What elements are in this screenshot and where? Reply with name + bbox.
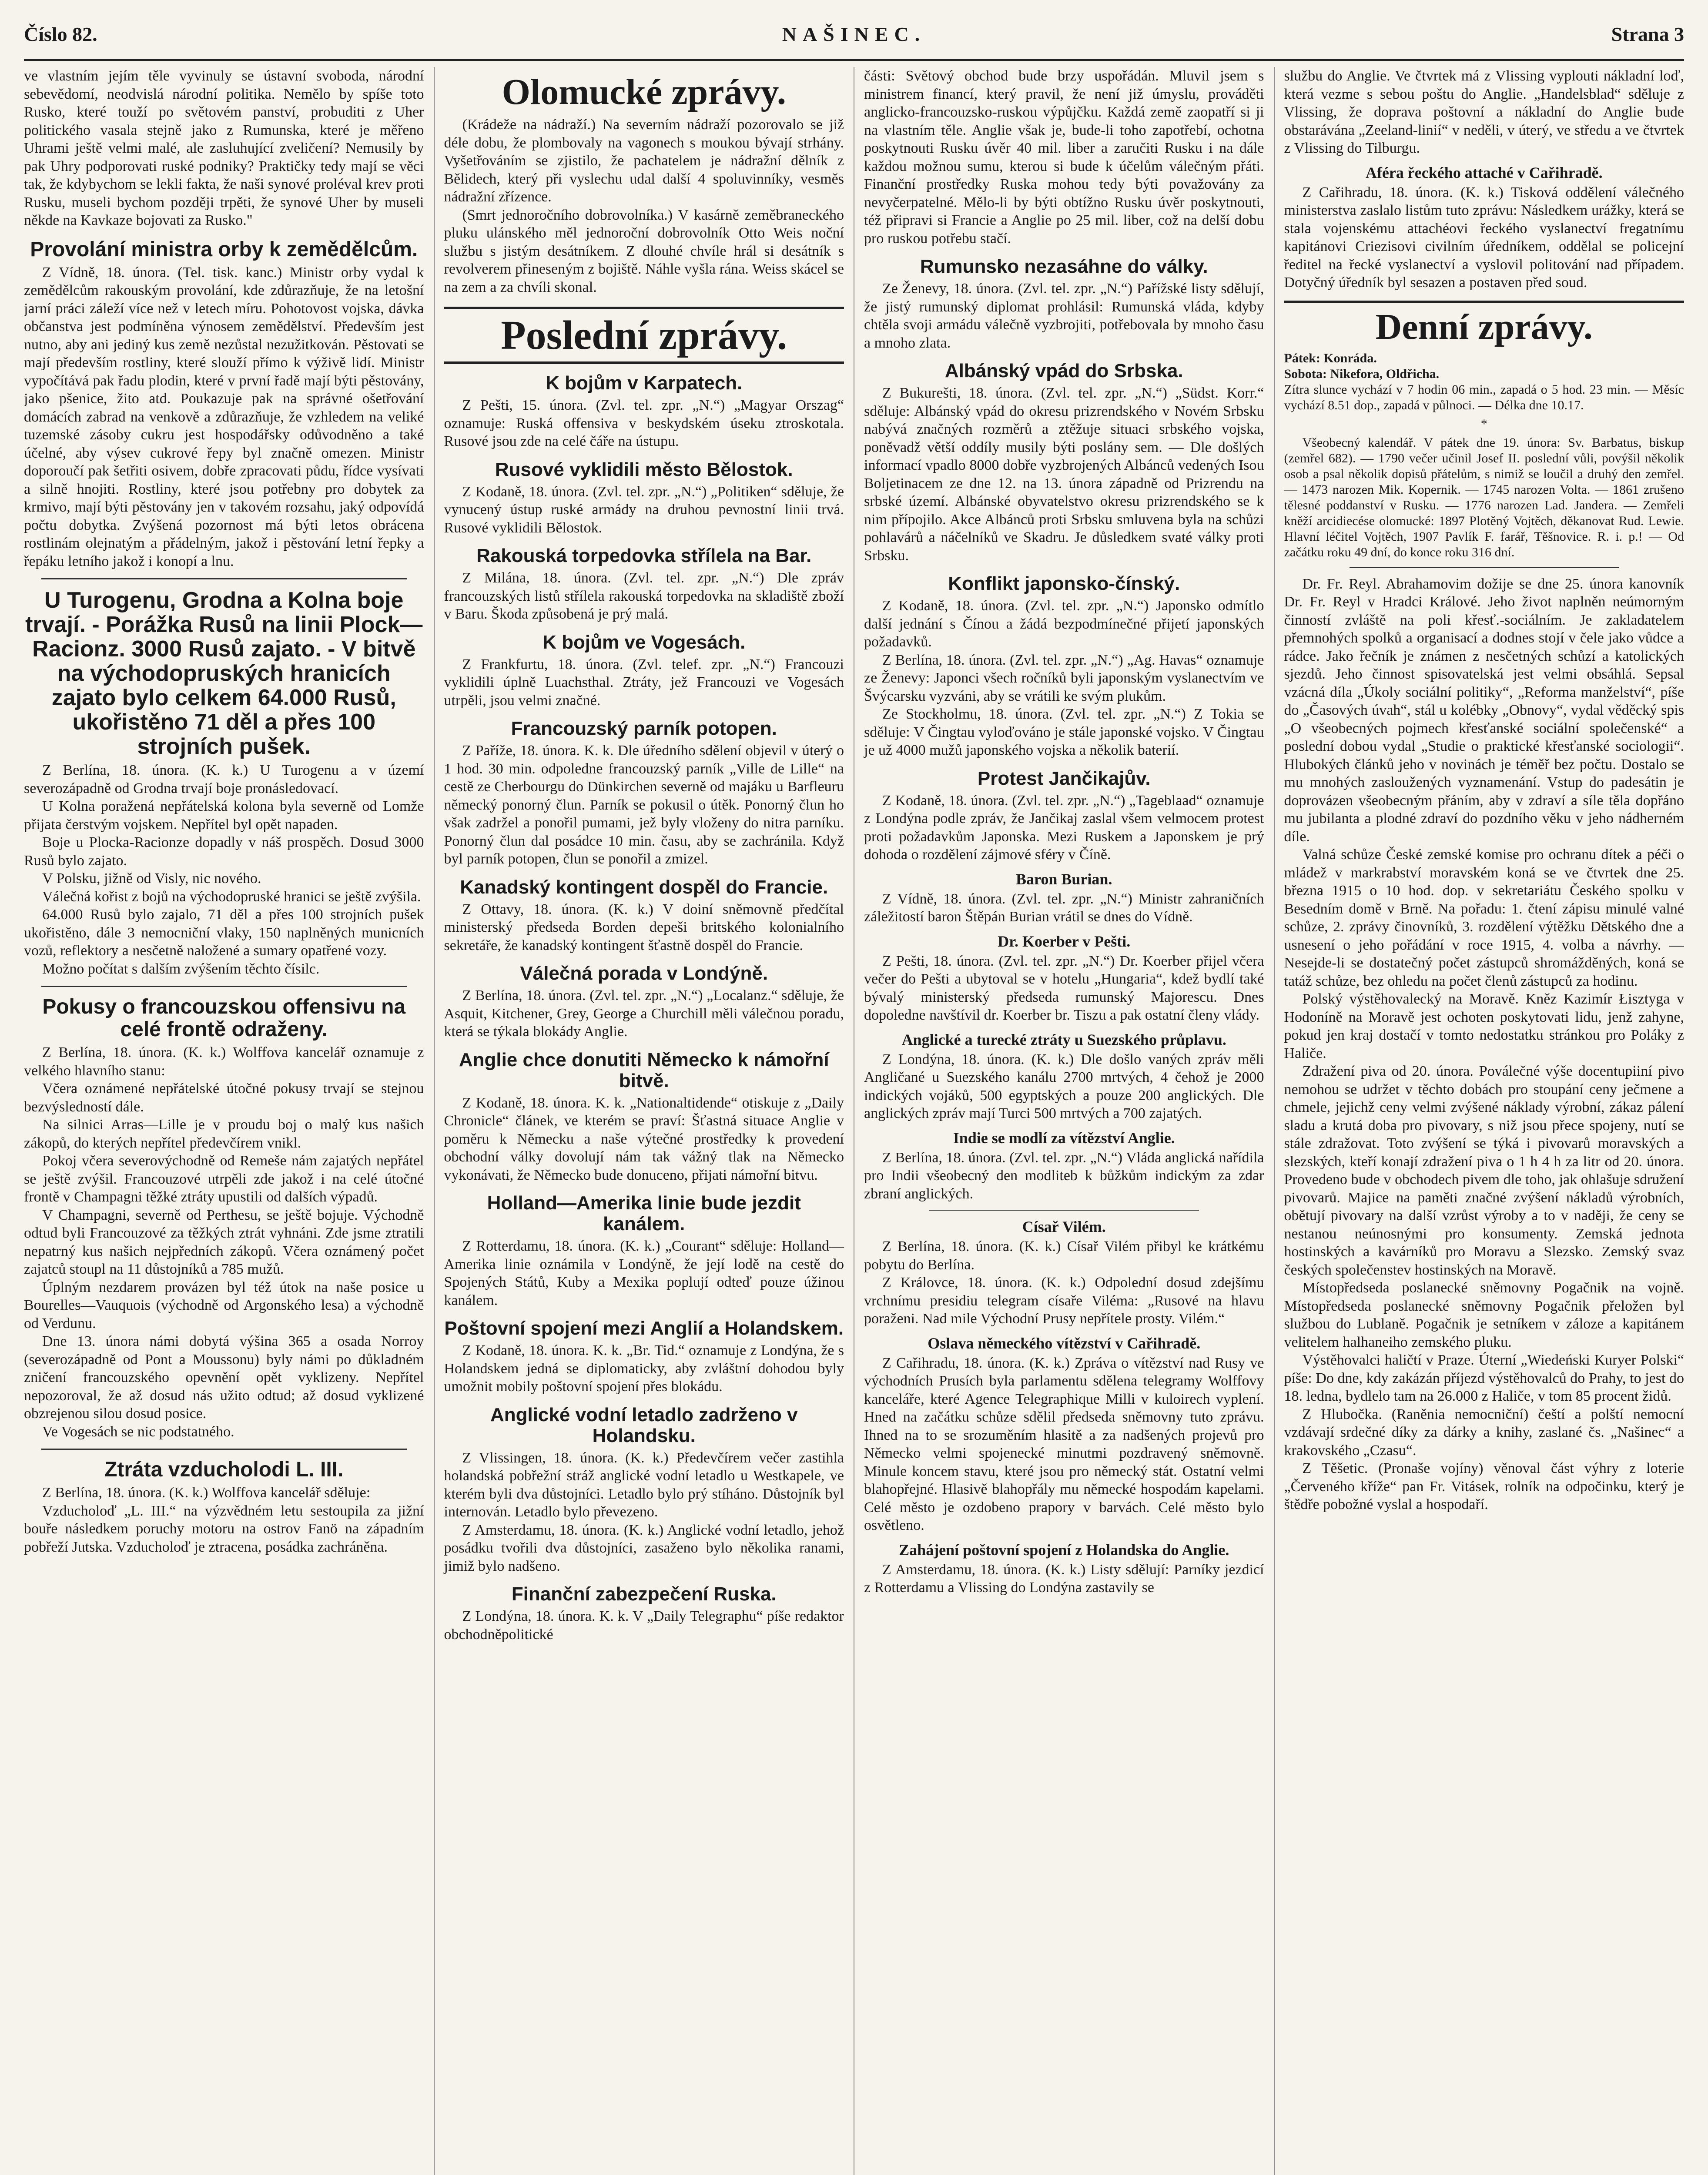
- paragraph: Z Cařihradu, 18. února. (K. k.) Zpráva o vítězství nad Rusy ve východních Prusích byla parlamentu sdělena telegramy Wolffovy kanceláře, které Agence Telegraphique Milli v kuloirech vyplení. Hned na začátku schůze sdělil předseda sněmovny tuto zprávu. Ihned na to se srozuměním hlasitě a za nadšených projevů pro Německo velmi spojenecké minutmi pozdravený sněmovně. Minule koncem stavu, které jsou pro německý stát. Ostatní velmi blahopřejné. Hlasivě blahopřály mu německé hospodám kapelami. Celé město je ozdobeno prapory v barvách. Celé město bylo osvětleno.: [864, 1355, 1264, 1533]
- divider: [1350, 567, 1619, 568]
- headline: Anglie chce donutiti Německo k námořní bitvě.: [459, 1049, 829, 1091]
- subheadline: Oslava německého vítězství v Cařihradě.: [928, 1334, 1201, 1352]
- headline-ztrata: Ztráta vzducholodi L. III.: [104, 1458, 344, 1481]
- headline: Protest Jančikajův.: [977, 767, 1151, 789]
- article-continuation: službu do Anglie. Ve čtvrtek má z Vlissing vyplouti nákladní loď, která vezme s sebou poštu do Anglie. „Handelsblad“ sděluje z Vlissing, že doprava poštovní a nákladní do Anglie bude obstarávána „Zeeland-linií“ v neděli, v úterý, ve středu a ve čtvrtek z Vlissing do Tilburgu.: [1284, 68, 1684, 156]
- column-3: [854, 67, 1274, 2175]
- paragraph: Všeobecný kalendář. V pátek dne 19. února: Sv. Barbatus, biskup (zemřel 682). — 1790 večer učinil Josef II. poslední vůli, povýšil několik osob a psal několik dopisů přátelům, s nimiž se loučil a druhý den zemřel. — 1473 narozen Mik. Kopernik. — 1745 narozen Volta. — 1861 zrušeno tělesné poddanství v Rusku. — 1776 narozen Lad. Jandera. — Zemřeli kněží arcidiecése olomucké: 1897 Plotěný Vojtěch, děkanovat Rud. Lewie. Hlavní léčitel Vojtěch, 1907 Pavlík F. farář, Těšnovice. R. i. p.! — Od začátku roku 49 dní, do konce roku 316 dní.: [1284, 435, 1684, 559]
- divider: [41, 578, 407, 579]
- paragraph: (Krádeže na nádraží.) Na severním nádraží pozorovalo se již déle dobu, že plombovaly na vagonech s moukou bývají strhány. Vyšetřováním se zjistilo, že pachatelem je nádražní dělník z Bělidech, který při vyslechu udal další 4 spoluvinníky, vesměs nádražní zřízence.: [444, 117, 844, 205]
- paragraph: Z Ottavy, 18. února. (K. k.) V doiní sněmovně předčítal ministerský předseda Borden depeši britského kolonialního sekretáře, že kanadský kontingent šťastně dospěl do Francie.: [444, 901, 844, 954]
- paragraph: Z Paříže, 18. února. K. k. Dle úředního sdělení objevil v úterý o 1 hod. 30 min. odpoledne francouzský parník „Ville de Lille“ na cestě ze Cherbourgu do Dünkirchen severně od majáku u Barfleuru německý ponorný člun. Parník se pokusil o útěk. Ponorný člun ho však zadržel a ponořil pumami, jež byly vloženy do nitra parníku. Ponorný člun dal posádce 10 min. času, aby se zachránila. Když byl parník potopen, člun se ponořil a zmizel.: [444, 743, 844, 867]
- paragraph: V Polsku, jižně od Visly, nic nového.: [42, 870, 261, 887]
- paragraph: Z Berlína, 18. února. (Zvl. tel. zpr. „N.“) Vláda anglická nařídila pro Indii všeobecný den modliteb k bůžkům indickým za zdar zbraní anglických.: [864, 1149, 1264, 1202]
- section-denni-zpravy: Denní zprávy.: [1284, 301, 1685, 347]
- paragraph: Zdražení piva od 20. února. Poválečné výše docentupiiní pivo nemohou se udržet v těchto dobách pro stoupání ceny ječmene a chmele, jejichž ceny velmi zvýšené náklady výrobní, zákaz pálení sladu a krutá doba pro pivovary, s niž jsou přece spojeny, nutí se stále zdražovat. Toto zvýšení se týká i pivovarů moravských a slezských, kteří konají zdražení piva o 1 h 4 h za litr od 20. února. Provedeno bude v obchodech pivem dle toho, jak ohlašuje sdružení pivovarů. Majice na paměti značné zvýšení nákladů výrobních, obětují pivovary na další vzrůst výroby a to v naději, že ceny se nestanou neúnosnými pro konsumenty. Zemská jednota hostinských a kavárníků pro Moravu a Slezsko. Zemský svaz českých společenstev hostinských na Moravě.: [1284, 1063, 1684, 1278]
- headline: Poštovní spojení mezi Anglií a Holandskem.: [444, 1318, 844, 1339]
- paragraph: Místopředseda poslanecké sněmovny Pogačnik na vojně. Místopředseda poslanecké sněmovny Pogačnik přeložen byl službou do Lublaně. Pogačnik je setníkem v záloze a kapitánem velitelem halhaneiho zemského pluku.: [1284, 1280, 1684, 1350]
- paragraph: Z Londýna, 18. února. K. k. V „Daily Telegraphu“ píše redaktor obchodněpolitické: [444, 1608, 844, 1643]
- paragraph: Na silnici Arras—Lille je v proudu boj o malý kus našich zákopů, do kterých nepřítel předevčírem vnikl.: [24, 1117, 424, 1151]
- paragraph: Z Berlína, 18. února. (K. k.) Císař Vilém přibyl ke krátkému pobytu do Berlína.: [864, 1238, 1264, 1273]
- paragraph: V Champagni, severně od Perthesu, se ještě bojuje. Východně odtud byli Francouzové za těžkých ztrát vyhnáni. Zde jsme ztratili nepatrný kus našich nejpředních zákopů. Včera oznámený počet zajatců stoupl na 11 důstojníků a 785 mužů.: [24, 1207, 424, 1277]
- subheadline: Dr. Koerber v Pešti.: [998, 932, 1131, 950]
- headline: Finanční zabezpečení Ruska.: [511, 1583, 777, 1605]
- divider: [929, 1210, 1199, 1211]
- paragraph: Z Berlína, 18. února. (K. k.) Wolffova kancelář sděluje:: [42, 1485, 371, 1501]
- divider: [41, 986, 407, 987]
- paragraph: Válečná kořist z bojů na východopruské hranici se ještě zvýšila.: [42, 888, 421, 905]
- section-posledni-zpravy: Poslední zprávy.: [444, 307, 844, 364]
- calendar-line: Zítra slunce vychází v 7 hodin 06 min., zapadá o 5 hod. 23 min. — Měsíc vychází 8.51 dop., zapadá v půlnoci. — Délka dne 10.17.: [1284, 382, 1684, 412]
- subheadline: Anglické a turecké ztráty u Suezského průplavu.: [901, 1031, 1226, 1048]
- paragraph: Dr. Fr. Reyl. Abrahamovim dožije se dne 25. února kanovník Dr. Fr. Reyl v Hradci Králové. Jeho život naplněn neúmorným činností zvláště na poli křesť.-sociálním. Je zakladatelem přemnohých spolků a organisací a dodnes stojí v čele jako vůdce a rádce. Jako řečník je známen z nesčetných schůzí a katolických sjezdů. Jeho činnost spisovatelská jest velmi obsáhlá. Sepsal vzácná díla „Úkoly sociální politiky“, „Reforma manželství“, píše do „Časových úvah“, stál u kolébky „Obnovy“, vydal věděcký spis „O všeobecných pojmech křesťanské sociální společenské“ a poslední dobou vydal „Studie o praktické křesťanské sociologii“. Hlubokých článků jeho v novinách je téměř bez počtu. Dostalo se mu mnohých zasloužených vyznamenání. Vstup do padesátin je doprovázen všeobecným přáním, aby v zdraví a síle těla dopřáno mu jubilanta a plodné zdraví do pozdního věku v jeho nádherném díle.: [1284, 576, 1684, 845]
- paragraph: Z Amsterdamu, 18. února. (K. k.) Anglické vodní letadlo, jehož posádku tvořili dva důstojníci, zasaženo bylo několika ranami, jimiž bylo nadšeno.: [444, 1522, 844, 1574]
- paragraph: Valná schůze České zemské komise pro ochranu dítek a péči o mládež v markrabství moravském koná se ve čtvrtek dne 25. března 1915 o 10 hod. dop. v sekretariátu Českého spolku v Besedním domě v Brně. Na pořadu: 1. čtení zápisu minulé valné schůze, 2. zprávy činovníků, 3. rozdělení výtěžku Dětského dne a usnesení o jeho pořádání v roce 1915, 4. volba a návrhy. — Nesejde-li se dostatečný počet zástupců shromážděných, koná se tatáž schůze, bez ohledu na počet členů zástupců za hodinu.: [1284, 847, 1684, 989]
- paragraph: Z Cařihradu, 18. února. (K. k.) Tisková oddělení válečného ministerstva zaslalo listům tuto zprávu: Následkem urážky, která se stala vojenskému attachéovi řeckého vyslanectví fregatnímu kapitánovi Criezisovi civilním úředníkem, oddělal se policejní ředitel na řecké vyslanectví a vyslovil politování nad případem. Dotyčný úředník byl sesazen a postaven před soud.: [1284, 184, 1684, 291]
- paragraph: Z Vídně, 18. února. (Zvl. tel. zpr. „N.“) Ministr zahraničních záležitostí baron Štěpán Burian vrátil se dnes do Vídně.: [864, 890, 1264, 925]
- subheadline: Baron Burian.: [1016, 870, 1112, 888]
- page-number: Strana 3: [1611, 23, 1684, 45]
- subheadline: Císař Vilém.: [1022, 1218, 1106, 1235]
- paragraph: Ze Stockholmu, 18. února. (Zvl. tel. zpr. „N.“) Z Tokia se sděluje: V Čingtau vyloďováno je stále japonské vojsko. V Čingtau je už 4000 mužů japonského vojska a několik baterií.: [864, 706, 1264, 758]
- article-continuation: části: Světový obchod bude brzy uspořádán. Mluvil jsem s ministrem financí, který pravil, že není již úmyslu, prováděti anglicko-francouzsko-ruskou výpůjčku. Každá země zaopatří si ji na vlastním těle. Anglie však je, bude-li toho zapotřebí, ochotna poskytnouti Rusku úvěr 40 mil. liber a zaručiti Rusku i na dále každou možnou sumu, kterou si bude k účelům válečným přáti. Finanční prostředky Ruska mohou tedy býti považovány za nevyčerpatelné. Mělo-li by býti obtížno Rusku úvěr poskytnouti, též připravi si Francie a Anglie po 25 mil. liber, což na delší dobu pro ruskou potřebu stačí.: [864, 68, 1264, 247]
- headline-turogen: U Turogenu, Grodna a Kolna boje trvají. - Porážka Rusů na linii Plock—Racionz. 3000 Rusů zajato. - V bitvě na východopruských hranicích zajato bylo celkem 64.000 Rusů, ukořistěno 71 děl a přes 100 strojních pušek.: [25, 588, 423, 759]
- paragraph: Možno počítat s dalším zvýšením těchto čísilc.: [42, 960, 320, 977]
- paragraph: Boje u Plocka-Racionze dopadly v náš prospěch. Dosud 3000 Rusů bylo zajato.: [24, 834, 424, 869]
- paragraph: Z Londýna, 18. února. (K. k.) Dle došlo vaných zpráv měli Angličané u Suezského kanálu 2700 mrtvých, 4 čehož je 2000 indických vojáků, 500 egyptských a pouze 200 anglických. Dle anglických zpráv mají Turci 500 mrtvých a 700 zajatých.: [864, 1051, 1264, 1121]
- column-2: [434, 67, 854, 2175]
- section-olomucke: Olomucké zprávy.: [502, 72, 786, 112]
- headline: K bojům ve Vogesách.: [543, 631, 746, 653]
- paragraph: Ze Ženevy, 18. února. (Zvl. tel. zpr. „N.“) Pařížské listy sdělují, že jistý rumunský diplomat prohlásil: Rumunská vláda, kdyby chtěla svoji armádu válečně vyzbrojiti, potřebovala by mnoho času a mnoho zlata.: [864, 281, 1264, 351]
- paragraph: Z Berlína, 18. února. (Zvl. tel. zpr. „N.“) „Ag. Havas“ oznamuje ze Ženevy: Japonci všech ročníků byli japonským vyslanectvím ve Švýcarsku vyzváni, aby se vrátili ke svým plukům.: [864, 652, 1264, 704]
- paragraph: Z Berlína, 18. února. (K. k.) Wolffova kancelář oznamuje z velkého hlavního stanu:: [24, 1044, 424, 1079]
- headline: Francouzský parník potopen.: [511, 718, 777, 739]
- paragraph: Z Frankfurtu, 18. února. (Zvl. telef. zpr. „N.“) Francouzi vyklidili úplně Luachsthal. Ztráty, jež Francouzi ve Vogesách utrpěli, jsou velmi značné.: [444, 656, 844, 709]
- subheadline: Indie se modlí za vítězství Anglie.: [953, 1129, 1175, 1147]
- paragraph: Z Amsterdamu, 18. února. (K. k.) Listy sdělují: Parníky jezdicí z Rotterdamu a Vlissing do Londýna zastavily se: [864, 1561, 1264, 1596]
- page-header: [24, 17, 1684, 61]
- paragraph: Dne 13. února námi dobytá výšina 365 a osada Norroy (severozápadně od Pont a Moussonu) byly námi po důkladném zničení francouzského opevnění opět vyklizeny. Nepřítel nepozoroval, že až dosud nás užito odtud; až dosud vyklizené obzrejenou silou dosud posice.: [24, 1333, 424, 1422]
- subheadline: Aféra řeckého attaché v Cařihradě.: [1365, 164, 1603, 181]
- headline: Albánský vpád do Srbska.: [944, 360, 1183, 381]
- separator-star: *: [1480, 416, 1487, 431]
- headline-provolani: Provolání ministra orby k zemědělcům.: [30, 238, 418, 261]
- subheadline: Zahájení poštovní spojení z Holandska do Anglie.: [899, 1541, 1229, 1559]
- paragraph: Z Kodaně, 18. února. K. k. „Br. Tid.“ oznamuje z Londýna, že s Holandskem jedná se diplomaticky, aby zvláštní dohodou byly umožnit mobily poštovní spojení přes blokádu.: [444, 1342, 844, 1395]
- paragraph: (Smrt jednoročního dobrovolníka.) V kasárně zeměbraneckého pluku ulánského měl jednoroční dobrovolník Otto Weis noční službu s jistým desátníkem. Z dlouhé chvíle hrál si desátník s revolverem přineseným z bojiště. Náhle vyšla rána. Weiss skácel se na zem a za chvíli skonal.: [444, 207, 844, 295]
- headline: Kanadský kontingent dospěl do Francie.: [460, 876, 828, 898]
- paragraph: Z Pešti, 15. února. (Zvl. tel. zpr. „N.“) „Magyar Orszag“ oznamuje: Ruská offensiva v beskydském úseku ztroskotala. Rusové jsou zde na celé čáře na ústupu.: [444, 397, 844, 449]
- paragraph: Z Berlína, 18. února. (K. k.) U Turogenu a v území severozápadně od Grodna trvají boje pronásledovací.: [24, 762, 424, 796]
- headline: K bojům v Karpatech.: [546, 372, 743, 394]
- paragraph: Z Kodaně, 18. února. K. k. „Nationaltidende“ otiskuje z „Daily Chronicle“ článek, ve kterém se praví: Šťastná situace Anglie v poměru k Německu a naše výtečné prostředky k provedení obchodní války dovolují nám tak vážný tlak na Německo vykonávati, že Německo bude donuceno, přijati námořní bitvu.: [444, 1094, 844, 1183]
- headline: Konflikt japonsko-čínský.: [948, 573, 1180, 594]
- headline: Anglické vodní letadlo zadrženo v Holandsku.: [490, 1404, 798, 1446]
- paragraph: Z Milána, 18. února. (Zvl. tel. zpr. „N.“) Dle zpráv francouzských listů střílela rakouská torpedovka na skladiště zboží v Baru. Škoda způsobená je prý malá.: [444, 570, 844, 622]
- paragraph: Pokoj včera severovýchodně od Remeše nám zajatých nepřátel se ještě zvýšil. Francouzové utrpěli zde jakož i na celé útočné frontě v Champagni těžké ztráty upustili od dalších výpadů.: [24, 1153, 424, 1205]
- calendar-line: Sobota: Nikefora, Oldřicha.: [1284, 366, 1440, 381]
- paragraph: Z Kodaně, 18. února. (Zvl. tel. zpr. „N.“) „Politiken“ sděluje, že vynucený ústup ruské armády na druhou pevnostní linii trvá. Rusové vyklidili Bělostok.: [444, 483, 844, 536]
- headline-pokusy: Pokusy o francouzskou offensivu na celé frontě odraženy.: [42, 995, 406, 1041]
- paragraph: Vzducholoď „L. III.“ na výzvědném letu sestoupila za jižní bouře následkem poruchy motoru na ostrov Fanö na západním pobřeží Jutska. Vzducholoď je ztracena, posádka zachráněna.: [24, 1502, 424, 1555]
- divider: [41, 1449, 407, 1450]
- headline: Válečná porada v Londýně.: [520, 963, 768, 984]
- calendar-line: Pátek: Konráda.: [1284, 351, 1377, 365]
- paragraph: Výstěhovalci haličtí v Praze. Úterní „Wiedeński Kuryer Polski“ píše: Do dne, kdy zakázán příjezd výstěhovalců do Prahy, to jest do 18. ledna, bydlelo tam na 26.000 z Haliče, v tom 85 procent židů.: [1284, 1352, 1684, 1404]
- paragraph: Z Rotterdamu, 18. února. (K. k.) „Courant“ sděluje: Holland—Amerika linie oznámila v Londýně, že její lodě na cestě do Spojených Států, Kuby a Mexika poplují odteď pouze úžinou kanálem.: [444, 1238, 844, 1308]
- paragraph: Z Kodaně, 18. února. (Zvl. tel. zpr. „N.“) Japonsko odmítlo další jednání s Čínou a žádá bezpodmínečné přijetí japonských požadavků.: [864, 598, 1264, 650]
- issue-number: Číslo 82.: [24, 23, 97, 45]
- headline: Holland—Amerika linie bude jezdit kanálem.: [487, 1192, 801, 1235]
- paragraph: Polský výstěhovalecký na Moravě. Kněz Kazimír Łisztyga v Hodoníně na Moravě jest ochoten poskytovati lidu, jenž zahyne, pokud jen kraj dostačí v tomto nedostatku stránkou pro Poláky z Haliče.: [1284, 991, 1684, 1061]
- paragraph: U Kolna poražená nepřátelská kolona byla severně od Lomže přijata čerstvým vojskem. Nepřítel byl opět napaden.: [24, 798, 424, 833]
- paragraph: Z Těšetic. (Pronaše vojíny) věnoval část výhry z loterie „Červeného kříže“ pan Fr. Vitásek, rolník na odpočinku, který je štědře pobožné vyslal a hospodaří.: [1284, 1460, 1684, 1512]
- paragraph: Z Pešti, 18. února. (Zvl. tel. zpr. „N.“) Dr. Koerber přijel včera večer do Pešti a ubytoval se v hotelu „Hungaria“, kdež bydlí také bývalý ministerský předseda rumunský Majorescu. Dnes dopoledne navštívil dr. Koerber br. Tiszu a pak ostatní členy vlády.: [864, 953, 1264, 1023]
- column-1: [24, 67, 434, 2175]
- paragraph: Z Královce, 18. února. (K. k.) Odpolední dosud zdejšímu vrchnímu presidiu telegram císaře Viléma: „Rusové na hlavu poraženi. Nad mile Východní Prusy nepřítele prosty. Vilém.“: [864, 1275, 1264, 1327]
- masthead-title: NAŠINEC.: [782, 23, 926, 45]
- paragraph: Včera oznámené nepřátelské útočné pokusy trvají se stejnou bezvýsledností dále.: [24, 1081, 424, 1115]
- paragraph: Z Vídně, 18. února. (Tel. tisk. kanc.) Ministr orby vydal k zemědělcům rakouským provolání, kde zdůrazňuje, že na letošní jarní práci záleží více než v letech míru. Pohotovost vojska, dávka občanstva jest podmíněna výnosem zemědělství. Především jest nutno, aby ani jediný kus země nezůstal nezužitkován. Pěstovati se mají především rostliny, které slouží přímo k výživě lidí. Ministr vypočítává pak řadu plodin, které v první řadě mají býti pěstovány, jako pšenice, žito atd. Poukazuje pak na správné ošetřování domácích zabrad na venkově a zdůrazňuje, že vzhledem na veliké tuzemské zásoby cukru jest hospodářsky odůvodněno a také účelné, aby výsev cukrové řepy byl značně omezen. Ministr doporoučí pak šetřiti osivem, dobře zpracovati půdu, řídce vysívati a silně hnojiti. Rostliny, které jsou potřebny pro dobytek za krmivo, mají býti pěstovány jen v takovém rozsahu, jaký odpovídá počtu dobytka. Zvýšená pozornost má býti letos obrácena rostlinám olejnatým a přádelným, jakož i pěstování letní řepky a řepáku letního jakož i konopí a lnu.: [24, 264, 424, 569]
- article-continuation: ve vlastním jejím těle vyvinuly se ústavní svoboda, národní sebevědomí, neodvislá národní politika. Nemělo by spíše toto Rusko, které touží po světovém panství, probuditi z Uher politického vasala stejně jako z Rumunska, které je měřeno Uhrami ještě velmi malé, ale zasluhující zveličení? Nemusily by pak Uhry podporovati ruské podniky? Praktičky tedy mají se věci tak, že kdybychom se lekli fakta, že naši synové proléval krev proti Rusku, museli bychom později trpěti, že synové Uher by museli někde na Kavkaze bojovati za Rusko.": [24, 68, 424, 228]
- paragraph: Ve Vogesách se nic podstatného.: [42, 1423, 234, 1440]
- paragraph: Úplným nezdarem provázen byl též útok na naše posice u Bourelles—Vauquois (východně od Argonského lesa) a východně od Verdunu.: [24, 1279, 424, 1332]
- paragraph: Z Hlubočka. (Raněnia nemocniční) čeští a polští nemocní vzdávají srdečné díky za dárky a knihy, zaslané čs. „Našinec“ a krakovského „Czasu“.: [1284, 1406, 1684, 1459]
- paragraph: Z Vlissingen, 18. února. (K. k.) Předevčírem večer zastihla holandská pobřežní stráž anglické vodní letadlo u Westkapele, ve kterém byli dva důstojníci. Letadlo bylo prý stíháno. Důstojník byl internován. Letadlo bylo převezeno.: [444, 1449, 844, 1520]
- column-4: [1274, 67, 1685, 2175]
- headline: Rakouská torpedovka střílela na Bar.: [476, 545, 812, 566]
- headline: Rumunsko nezasáhne do války.: [920, 256, 1208, 277]
- paragraph: Z Bukurešti, 18. února. (Zvl. tel. zpr. „N.“) „Südst. Korr.“ sděluje: Albánský vpád do okresu prizrendského v Novém Srbsku nabývá značných rozměrů a ztěžuje situaci srbského vojska, poněvadž větší oddíly musily býti poslány sem. — Dle došlých informací vpadlo 8000 dobře vyzbrojených Albánců vedených Isou Boljetinacem ze dne 12. na 13. února západně od Prizrendu na srbské území. Albánské obyvatelstvo okresu prizrendského se k nim přípojilo. Akce Albánců proti Srbsku smluvena byla na schůzi pohlavárů a náčelníků ve Skadru. Je důsledkem svaté války proti Srbsku.: [864, 385, 1264, 564]
- headline: Rusové vyklidili město Bělostok.: [495, 458, 793, 480]
- paragraph: Z Kodaně, 18. února. (Zvl. tel. zpr. „N.“) „Tageblaad“ oznamuje z Londýna podle zpráv, že Jančikaj zaslal všem velmocem protest proti požadavkům Japonska. Mezi Ruskem a Japonskem je prý dohoda o rozdělení zájmové sféry v Číně.: [864, 792, 1264, 863]
- paragraph: 64.000 Rusů bylo zajalo, 71 děl a přes 100 strojních pušek ukořistěno, dále 3 nemocniční vlaky, 150 naplněných municních vozů, reflektory a nesčetně naložené a sumary opatřené vozy.: [24, 907, 424, 959]
- paragraph: Z Berlína, 18. února. (Zvl. tel. zpr. „N.“) „Localanz.“ sděluje, že Asquit, Kitchener, Grey, George a Churchill měli válečnou poradu, která se týkala blokády Anglie.: [444, 987, 844, 1040]
